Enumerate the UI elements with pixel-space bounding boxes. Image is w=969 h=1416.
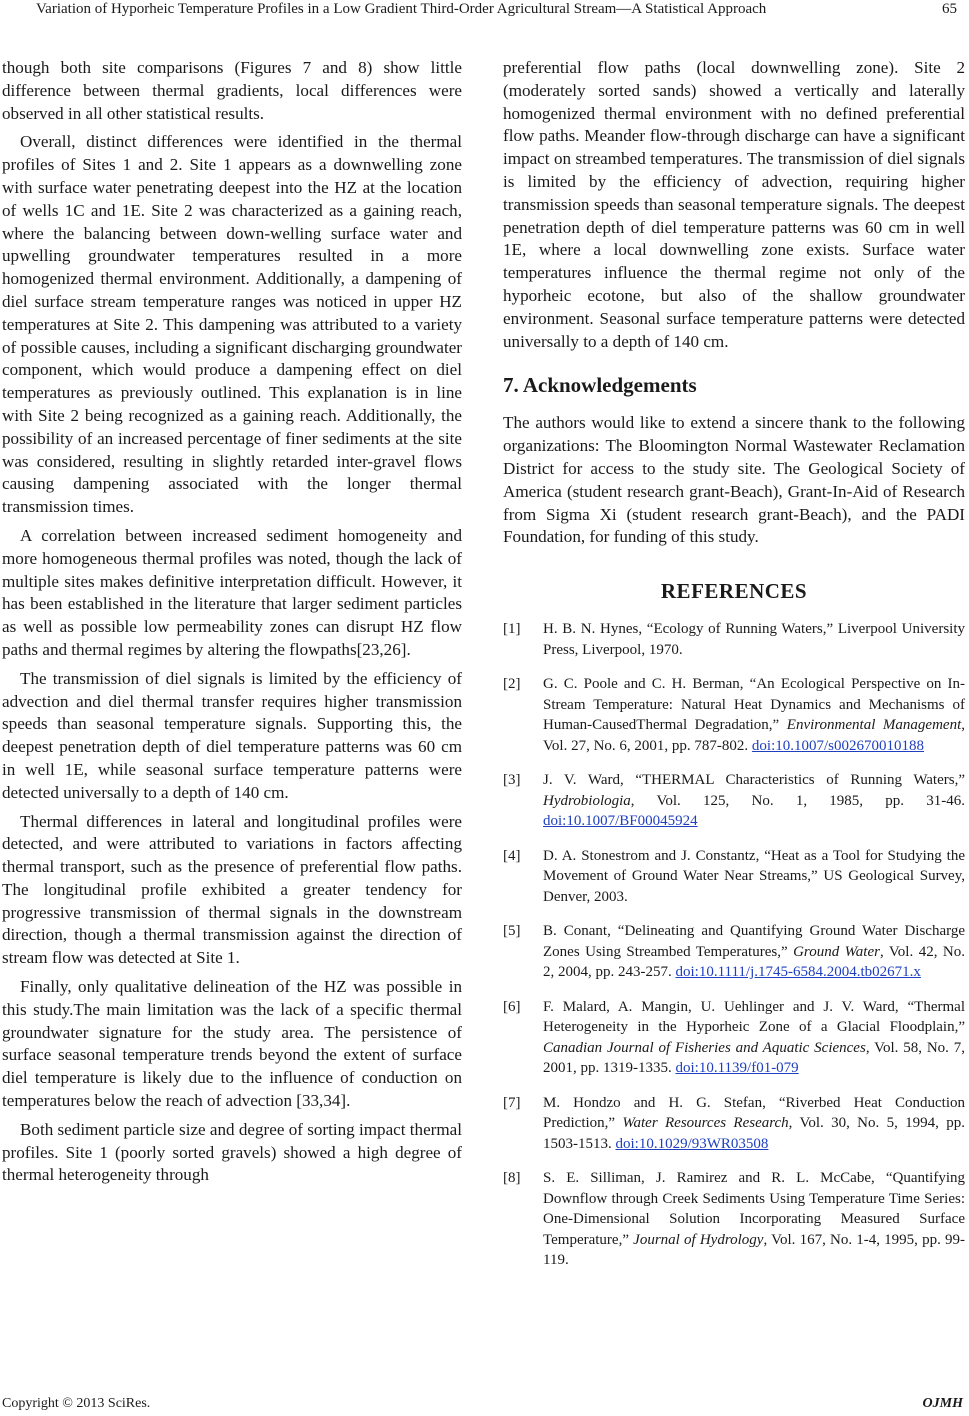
doi-link[interactable]: doi:10.1139/f01-079 — [675, 1060, 799, 1077]
reference-details: , Vol. 58, No. 7, 2001, pp. 1319-1335. — [543, 1039, 965, 1077]
reference-item — [503, 770, 965, 832]
paragraph: though both site comparisons (Figures 7 and 8) show little difference between thermal gradients, local differences were observed in all other statistical results. — [2, 58, 462, 123]
reference-citation: H. B. N. Hynes, “Ecology of Running Waters,” Liverpool University Press, Liverpool, 1970. — [543, 621, 965, 658]
paragraph: Finally, only qualitative delineation of the HZ was possible in this study.The main limitation was the lack of a specific thermal groundwater signature for the study area. The persistence of surface seasonal temperature trends beyond the extent of surface diel temperature is likely due to the influence of conduction on temperatures below the reach of advection [33,34]. — [2, 977, 462, 1111]
paragraph: The transmission of diel signals is limited by the efficiency of advection and diel thermal transfer requires higher transmission speeds than seasonal temperature signals. Supporting this, the deepest penetration depth of diel temperature patterns was 60 cm in well 1E, while seasonal surface temperature patterns were detected universally to a depth of 140 cm. — [2, 668, 462, 802]
reference-text — [543, 674, 965, 756]
reference-list — [503, 619, 965, 1271]
reference-journal: Ground Water — [793, 943, 880, 960]
running-header — [0, 0, 969, 30]
reference-text — [543, 997, 965, 1079]
reference-journal: Hydrobiologia — [543, 792, 631, 809]
doi-link[interactable]: doi:10.1111/j.1745-6584.2004.tb02671.x — [675, 964, 921, 981]
paragraph: Thermal differences in lateral and longitudinal profiles were detected, and were attributed to variations in factors affecting thermal transport, such as the presence of preferential flow paths. The longitudinal profile exhibited a greater tendency for progressive transmission of thermal signals in the downstream direction, though a thermal transmission against the direction of stream flow was detected at Site 1. — [2, 811, 462, 968]
reference-number: [1] — [503, 621, 521, 638]
reference-details: , Vol. 30, No. 5, 1994, pp. 1503-1513. — [543, 1115, 965, 1152]
reference-number: [7] — [503, 1094, 521, 1111]
reference-number: [6] — [503, 998, 521, 1015]
reference-item — [503, 674, 965, 756]
right-column — [503, 57, 965, 1285]
reference-text — [543, 921, 965, 983]
reference-item — [503, 997, 965, 1079]
reference-text — [543, 1093, 965, 1155]
reference-journal: Canadian Journal of Fisheries and Aquatic Sciences — [543, 1039, 866, 1056]
reference-citation: B. Conant, “Delineating and Quantifying Ground Water Discharge Zones Using Streambed Temperatures,” — [543, 923, 965, 960]
paragraph: A correlation between increased sediment homogeneity and more homogeneous thermal profiles was noted, though the lack of multiple sites makes definitive interpretation difficult. However, it has been established in the literature that larger sediment particles as well as possible low permeability zones can disrupt HZ flow paths and thermal regimes by altering the flowpaths[23,26]. — [2, 525, 462, 659]
reference-details: , Vol. 167, No. 1-4, 1995, pp. 99-119. — [543, 1231, 965, 1269]
reference-citation: D. A. Stonestrom and J. Constantz, “Heat as a Tool for Studying the Movement of Ground Water Near Streams,” US Geological Survey, Denver, 2003. — [543, 847, 965, 905]
journal-abbrev: OJMH — [922, 1396, 963, 1411]
paragraph: Both sediment particle size and degree of sorting impact thermal profiles. Site 1 (poorly sorted gravels) showed a high degree of thermal heterogeneity through — [2, 1119, 462, 1185]
doi-link[interactable]: doi:10.1007/s002670010188 — [751, 737, 924, 754]
reference-number: [4] — [503, 847, 521, 864]
reference-citation: J. V. Ward, “THERMAL Characteristics of Running Waters,” — [543, 772, 965, 789]
reference-details: , Vol. 125, No. 1, 1985, pp. 31-46. — [630, 792, 965, 809]
reference-number: [8] — [503, 1170, 521, 1187]
reference-citation: S. E. Silliman, J. Ramirez and R. L. McCabe, “Quantifying Downflow through Creek Sediments Using Temperature Time Series: One-Dimensional Solution Incorporating Measured Surface Temperature,” — [543, 1170, 965, 1248]
doi-link[interactable]: doi:10.1007/BF00045924 — [543, 813, 698, 830]
reference-item — [503, 921, 965, 983]
reference-citation: F. Malard, A. Mangin, U. Uehlinger and J. V. Ward, “Thermal Heterogeneity in the Hyporheic Zone of a Glacial Floodplain,” — [543, 998, 965, 1036]
reference-item — [503, 1168, 965, 1271]
paragraph: Overall, distinct differences were identified in the thermal profiles of Sites 1 and 2. Site 1 appears as a downwelling zone with surface water penetrating deepest into the HZ at the location of wells 1C and 1E. Site 2 was characterized as a gaining reach, where the balancing between down-welling surface water and upwelling groundwater temperatures resulted in a more homogenized thermal environment. Additionally, a dampening of diel surface stream temperature ranges was noticed in upper HZ temperatures at Site 2. This dampening was attributed to a variety of possible causes, including a significant discharging groundwater component, which would produce a dampening effect on diel temperatures as previously outlined. This explanation is in line with Site 2 being recognized as a gaining reach. Additionally, the possibility of an increased percentage of finer sediments at the site was considered, resulting in slightly retarded inter-gravel flows causing dampening associated with the longer thermal transmission times. — [2, 132, 462, 517]
reference-journal: Water Resources Research — [622, 1115, 789, 1132]
reference-details: , Vol. 27, No. 6, 2001, pp. 787-802. — [543, 717, 965, 754]
reference-journal: Environmental Management — [786, 717, 962, 734]
references-heading: REFERENCES — [660, 579, 808, 604]
running-title: Variation of Hyporheic Temperature Profiles in a Low Gradient Third-Order Agricultural Stream—A Statistical Approach — [36, 1, 767, 17]
reference-text — [543, 619, 965, 660]
reference-item — [503, 846, 965, 908]
reference-journal: Journal of Hydrology — [633, 1231, 764, 1248]
reference-number: [5] — [503, 923, 521, 940]
page-number: 65 — [942, 1, 957, 17]
reference-details: , Vol. 42, No. 2, 2004, pp. 243-257. — [543, 943, 965, 981]
reference-item — [503, 1093, 965, 1155]
reference-text — [543, 846, 965, 908]
reference-number: [3] — [503, 772, 521, 789]
reference-citation: M. Hondzo and H. G. Stefan, “Riverbed Heat Conduction Prediction,” — [543, 1094, 965, 1132]
reference-number: [2] — [503, 676, 521, 693]
section-heading-acknowledgements: 7. Acknowledgements — [503, 373, 697, 398]
doi-link[interactable]: doi:10.1029/93WR03508 — [615, 1135, 769, 1152]
reference-item — [503, 619, 965, 660]
reference-text — [543, 770, 965, 832]
reference-citation: G. C. Poole and C. H. Berman, “An Ecological Perspective on In-Stream Temperature: Natural Heat Dynamics and Mechanisms of Human-CausedThermal Degradation,” — [543, 676, 965, 734]
acknowledgements-text: The authors would like to extend a sincere thank to the following organizations: The Bloomington Normal Wastewater Reclamation District for access to the study site. The Geological Society of America (student research grant-Beach), Grant-In-Aid of Research from Sigma Xi (student research grant-Beach), and the PADI Foundation, for funding of this study. — [503, 413, 965, 547]
copyright-notice: Copyright © 2013 SciRes. — [2, 1396, 151, 1411]
left-column — [2, 57, 462, 1193]
paragraph: preferential flow paths (local downwelling zone). Site 2 (moderately sorted sands) showed a vertically and laterally homogenized thermal environment with no defined preferential flow paths. Meander flow-through discharge can have a significant impact on streambed temperatures. The transmission of diel signals is limited by the efficiency of advection, requiring higher transmission speeds than seasonal temperature signals. The deepest penetration depth of diel temperature patterns was 60 cm in well 1E, where a local downwelling zone exists. Surface water temperatures influence the thermal regime not only of the hyporheic ecotone, but also of the shallow groundwater environment. Seasonal surface temperature patterns were detected universally to a depth of 140 cm. — [503, 58, 965, 351]
reference-text — [543, 1168, 965, 1271]
